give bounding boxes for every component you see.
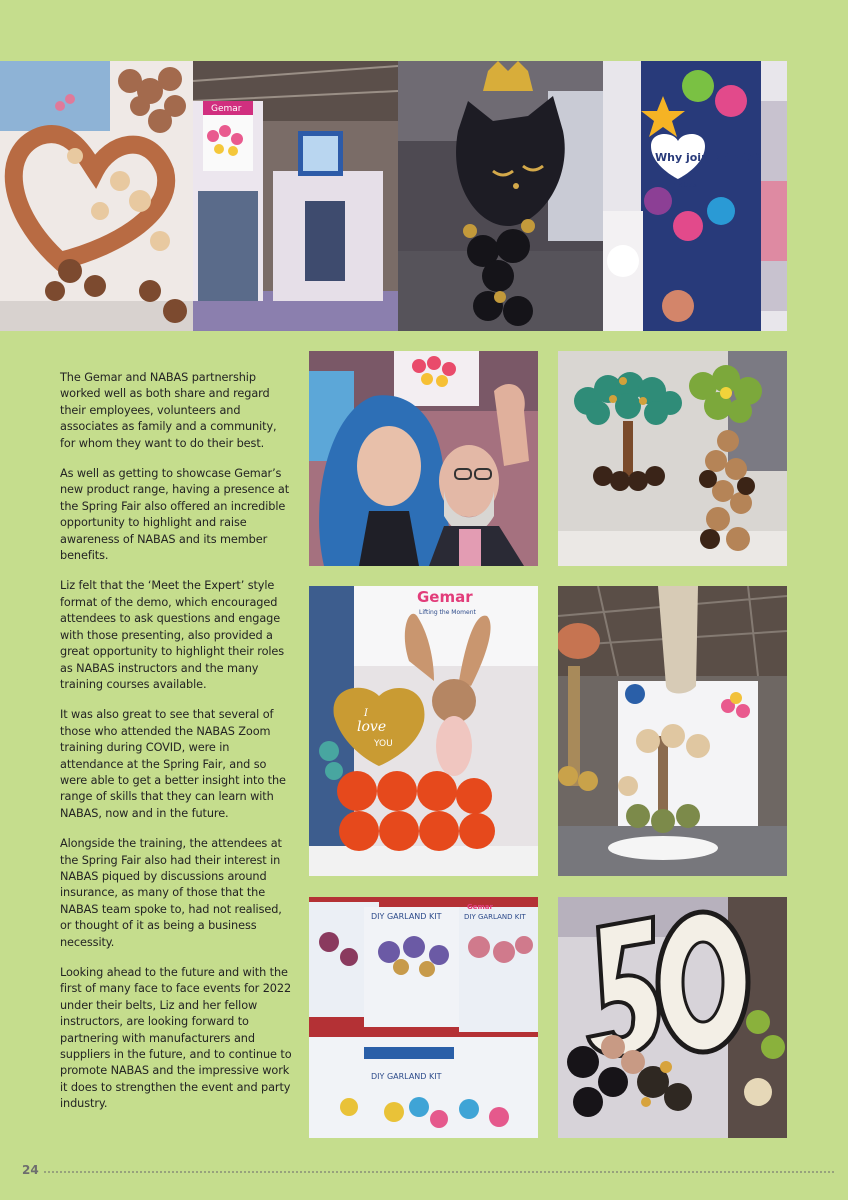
article-paragraph: Liz felt that the ‘Meet the Expert’ style format of the demo, which encouraged attendees to ask questions and engage with those presenting, also provided a great opportunity to highlight their roles as NABAS instructors and the many training courses available.	[60, 579, 285, 691]
article-paragraph: Alongside the training, the attendees at the Spring Fair also had their interest in NABAS piqued by discussions around insurance, as many of those that the NABAS team spoke to, had not realised, or thought of it as being a business necessity.	[60, 837, 282, 949]
photo-nabas-banner	[603, 61, 787, 331]
article-paragraph: As well as getting to showcase Gemar’s new product range, having a presence at the Spring Fair also offered an incredible opportunity to highlight and raise awareness of NABAS and its member benefits.	[60, 467, 290, 563]
page-number: 24	[22, 1163, 39, 1177]
banner-brand: nabas	[673, 180, 698, 189]
kit-label-1: DIY GARLAND KIT	[371, 912, 442, 921]
photo-number-50-balloons	[558, 897, 787, 1138]
article-paragraph: It was also great to see that several of those who attended the NABAS Zoom training during COVID, were in attendance at the Spring Fair, and so were able to get a better insight into the range of skills that they can learn with NABAS, now and in the future.	[60, 708, 286, 820]
article-paragraph: Looking ahead to the future and with the first of many face to face events for 2022 under their belts, Liz and her fellow instructors, are looking forward to partnering with manufacturers and suppliers in the future, and to continue to promote NABAS and the impressive work it does to strengthen the event and party industry.	[60, 966, 292, 1111]
love-balloon-line2: love	[357, 719, 387, 735]
gemar-logo: Gemar	[417, 588, 473, 606]
footer-divider	[44, 1171, 834, 1173]
love-balloon-line3: YOU	[374, 739, 393, 749]
photo-heart-balloon-arch	[0, 61, 193, 331]
stand-sign: Gemar	[211, 104, 242, 114]
article-paragraph: The Gemar and NABAS partnership worked well as both share and regard their employees, volunteers and associates as family and a community, for whom they want to do their best.	[60, 371, 277, 450]
photo-diy-garland-kits	[309, 897, 538, 1138]
kit-label-2: DIY GARLAND KIT	[464, 913, 526, 921]
love-balloon-line1: I	[364, 708, 368, 719]
photo-cat-balloon	[398, 61, 603, 331]
photo-hall-balloon-tree	[558, 586, 787, 876]
banner-title: Why join NABAS?	[655, 151, 762, 164]
gemar-tagline: Lifting the Moment	[419, 609, 476, 616]
kit-brand: Gemar	[467, 903, 493, 911]
photo-gemar-stand	[193, 61, 398, 331]
article-body	[60, 370, 292, 1127]
photo-selfie	[309, 351, 538, 566]
photo-bunny-love-balloon	[309, 586, 538, 876]
photo-balloon-trees	[558, 351, 787, 566]
kit-label-3: DIY GARLAND KIT	[371, 1072, 442, 1081]
